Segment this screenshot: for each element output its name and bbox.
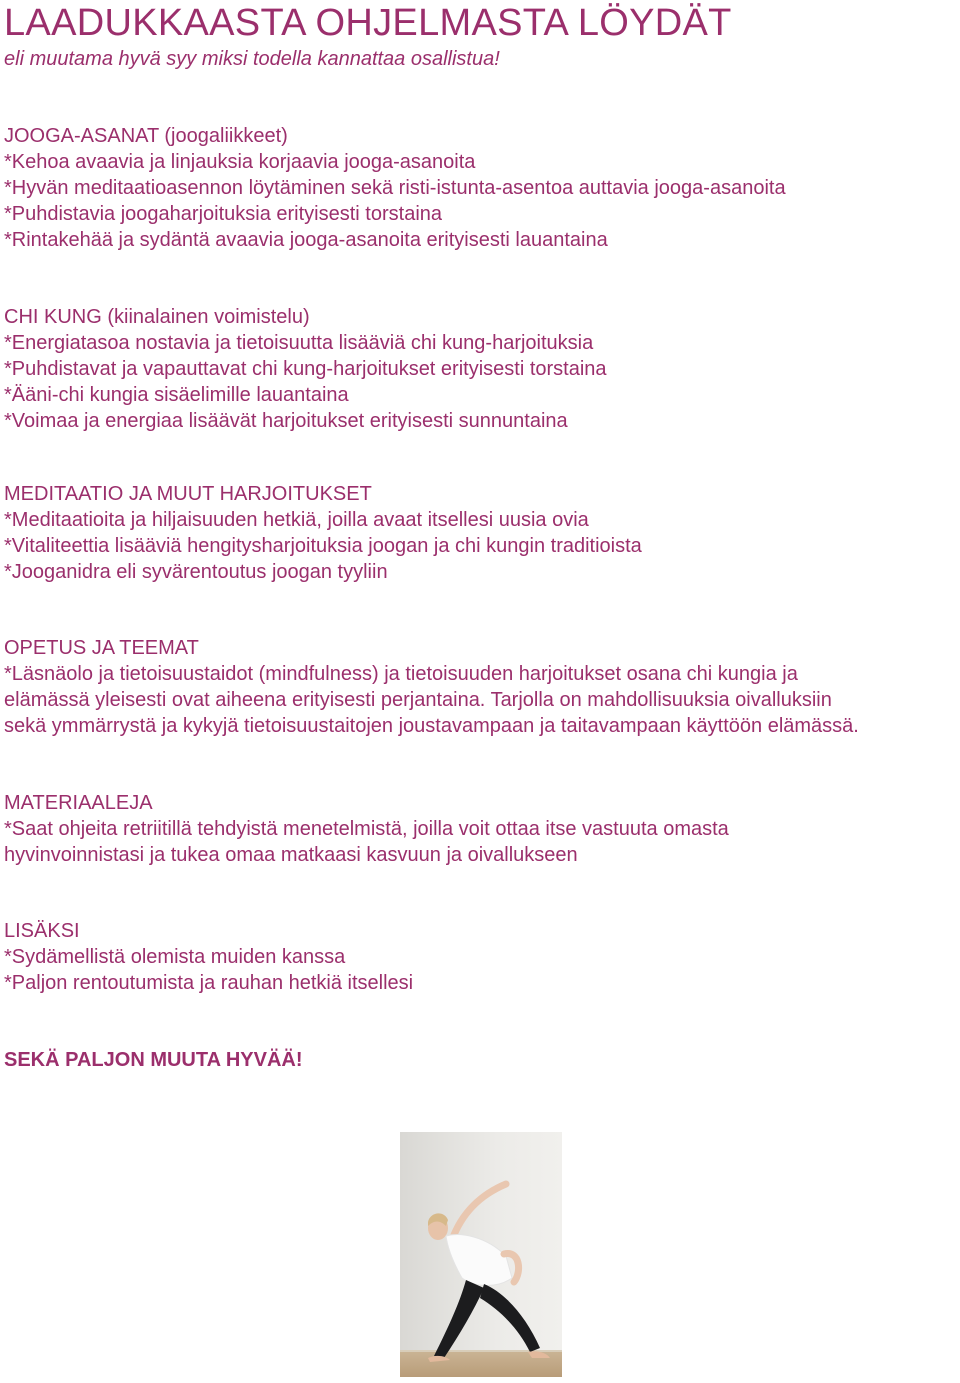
section-materiaaleja	[4, 790, 729, 868]
section-opetus	[4, 635, 859, 739]
list-item: *Kehoa avaavia ja linjauksia korjaavia jooga-asanoita	[4, 151, 476, 173]
closing-statement: SEKÄ PALJON MUUTA HYVÄÄ!	[4, 1049, 303, 1071]
list-item: *Puhdistavat ja vapauttavat chi kung-harjoitukset erityisesti torstaina	[4, 358, 607, 380]
section-heading: CHI KUNG (kiinalainen voimistelu)	[4, 306, 310, 328]
paragraph-line: elämässä yleisesti ovat aiheena erityisesti perjantaina. Tarjolla on mahdollisuuksia oivalluksiin	[4, 689, 832, 711]
section-heading: MEDITAATIO JA MUUT HARJOITUKSET	[4, 483, 372, 505]
section-jooga	[4, 123, 786, 253]
section-heading: JOOGA-ASANAT (joogaliikkeet)	[4, 125, 288, 147]
list-item: *Energiatasoa nostavia ja tietoisuutta lisääviä chi kung-harjoituksia	[4, 332, 594, 354]
page-subtitle: eli muutama hyvä syy miksi todella kannattaa osallistua!	[4, 48, 500, 70]
list-item: *Meditaatioita ja hiljaisuuden hetkiä, joilla avaat itsellesi uusia ovia	[4, 509, 589, 531]
list-item: *Rintakehää ja sydäntä avaavia jooga-asanoita erityisesti lauantaina	[4, 229, 608, 251]
paragraph-line: sekä ymmärrystä ja kykyjä tietoisuustaitojen joustavampaan ja taitavampaan käyttöön elämässä.	[4, 715, 859, 737]
yoga-photo	[400, 1132, 562, 1377]
list-item: *Sydämellistä olemista muiden kanssa	[4, 946, 346, 968]
section-heading: MATERIAALEJA	[4, 792, 153, 814]
page-title: LAADUKKAASTA OHJELMASTA LÖYDÄT	[4, 2, 732, 44]
paragraph-line: *Saat ohjeita retriitillä tehdyistä menetelmistä, joilla voit ottaa itse vastuuta omasta	[4, 818, 729, 840]
section-heading: OPETUS JA TEEMAT	[4, 637, 199, 659]
list-item: *Puhdistavia joogaharjoituksia erityisesti torstaina	[4, 203, 443, 225]
list-item: *Voimaa ja energiaa lisäävät harjoitukset erityisesti sunnuntaina	[4, 410, 568, 432]
list-item: *Vitaliteettia lisääviä hengitysharjoituksia joogan ja chi kungin traditioista	[4, 535, 642, 557]
list-item: *Jooganidra eli syvärentoutus joogan tyyliin	[4, 561, 388, 583]
section-chikung	[4, 304, 607, 434]
section-heading: LISÄKSI	[4, 920, 80, 942]
section-meditaatio	[4, 481, 642, 585]
list-item: *Hyvän meditaatioasennon löytäminen sekä risti-istunta-asentoa auttavia jooga-asanoita	[4, 177, 786, 199]
paragraph-line: hyvinvoinnistasi ja tukea omaa matkaasi kasvuun ja oivallukseen	[4, 844, 578, 866]
list-item: *Paljon rentoutumista ja rauhan hetkiä itsellesi	[4, 972, 414, 994]
list-item: *Ääni-chi kungia sisäelimille lauantaina	[4, 384, 349, 406]
section-lisaksi	[4, 918, 413, 996]
paragraph-line: *Läsnäolo ja tietoisuustaidot (mindfulness) ja tietoisuuden harjoitukset osana chi kungia ja	[4, 663, 798, 685]
